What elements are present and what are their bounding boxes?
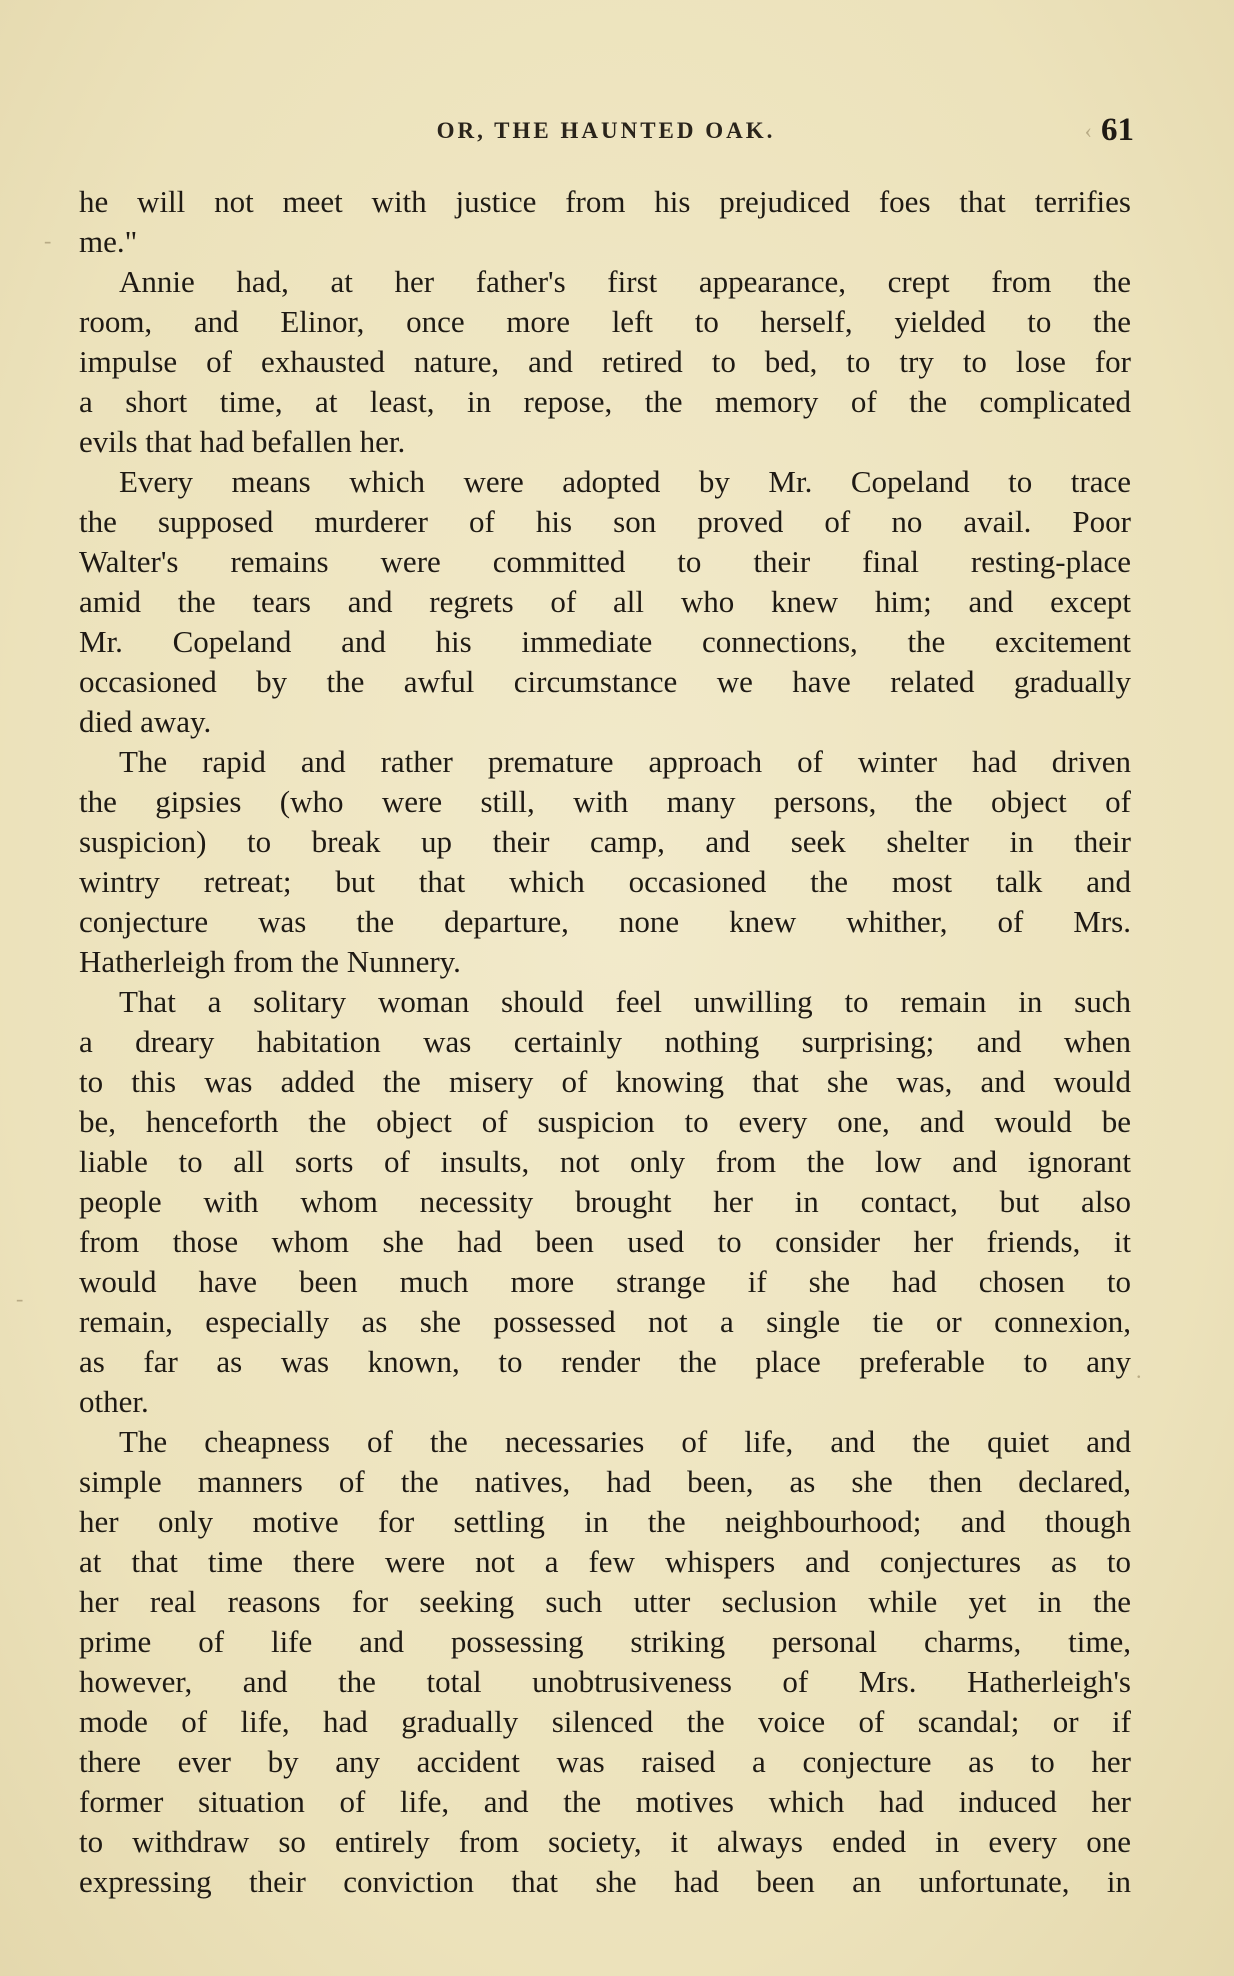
text-line: to withdraw so entirely from society, it always ended in every one <box>79 1824 1131 1859</box>
text-line: liable to all sorts of insults, not only from the low and ignorant <box>79 1144 1131 1179</box>
text-line: former situation of life, and the motives which had induced her <box>79 1784 1131 1819</box>
body-text <box>79 182 1131 1902</box>
text-line: expressing their conviction that she had been an unfortunate, in <box>79 1864 1131 1899</box>
margin-mark: - <box>44 228 52 253</box>
text-line: remain, especially as she possessed not a single tie or connexion, <box>79 1304 1131 1339</box>
margin-mark: - <box>16 1286 24 1311</box>
text-line: a dreary habitation was certainly nothing surprising; and when <box>79 1024 1131 1059</box>
text-line: the gipsies (who were still, with many persons, the object of <box>79 784 1131 819</box>
text-line: however, and the total unobtrusiveness of Mrs. Hatherleigh's <box>79 1664 1131 1699</box>
text-line: from those whom she had been used to consider her friends, it <box>79 1224 1131 1259</box>
text-line: me." <box>79 224 138 259</box>
text-line: he will not meet with justice from his prejudiced foes that terrifies <box>79 184 1131 219</box>
text-line: Mr. Copeland and his immediate connections, the excitement <box>79 624 1131 659</box>
text-line: a short time, at least, in repose, the memory of the complicated <box>79 384 1131 419</box>
text-line: suspicion) to break up their camp, and seek shelter in their <box>79 824 1131 859</box>
text-line: simple manners of the natives, had been, as she then declared, <box>79 1464 1131 1499</box>
text-line: impulse of exhausted nature, and retired to bed, to try to lose for <box>79 344 1131 379</box>
text-line: prime of life and possessing striking personal charms, time, <box>79 1624 1131 1659</box>
text-line: Every means which were adopted by Mr. Copeland to trace <box>119 464 1131 499</box>
text-line: The rapid and rather premature approach of winter had driven <box>119 744 1131 779</box>
text-line: Walter's remains were committed to their final resting-place <box>79 544 1131 579</box>
text-line: mode of life, had gradually silenced the voice of scandal; or if <box>79 1704 1131 1739</box>
text-line: Annie had, at her father's first appearance, crept from the <box>119 264 1131 299</box>
text-line: evils that had befallen her. <box>79 424 406 459</box>
text-line: That a solitary woman should feel unwilling to remain in such <box>119 984 1131 1019</box>
text-line: The cheapness of the necessaries of life, and the quiet and <box>119 1424 1131 1459</box>
text-line: the supposed murderer of his son proved of no avail. Poor <box>79 504 1131 539</box>
page-number: 61 <box>1101 112 1134 148</box>
stray-mark: ‹ <box>1084 118 1092 143</box>
text-line: occasioned by the awful circumstance we have related gradually <box>79 664 1131 699</box>
text-line: amid the tears and regrets of all who knew him; and except <box>79 584 1131 619</box>
text-line: her only motive for settling in the neighbourhood; and though <box>79 1504 1131 1539</box>
text-line: as far as was known, to render the place preferable to any <box>79 1344 1131 1379</box>
text-line: conjecture was the departure, none knew whither, of Mrs. <box>79 904 1131 939</box>
text-line: wintry retreat; but that which occasioned the most talk and <box>79 864 1131 899</box>
margin-mark: . <box>1136 1358 1142 1383</box>
text-line: Hatherleigh from the Nunnery. <box>79 944 461 979</box>
text-line: there ever by any accident was raised a conjecture as to her <box>79 1744 1131 1779</box>
text-line: people with whom necessity brought her in contact, but also <box>79 1184 1131 1219</box>
text-line: her real reasons for seeking such utter seclusion while yet in the <box>79 1584 1131 1619</box>
text-line: other. <box>79 1384 149 1419</box>
text-line: at that time there were not a few whispers and conjectures as to <box>79 1544 1131 1579</box>
text-line: would have been much more strange if she had chosen to <box>79 1264 1131 1299</box>
text-line: room, and Elinor, once more left to herself, yielded to the <box>79 304 1131 339</box>
text-line: be, henceforth the object of suspicion to every one, and would be <box>79 1104 1131 1139</box>
running-head <box>78 112 1134 152</box>
text-line: died away. <box>79 704 212 739</box>
text-line: to this was added the misery of knowing that she was, and would <box>79 1064 1131 1099</box>
running-head-title: OR, THE HAUNTED OAK. <box>436 118 776 143</box>
